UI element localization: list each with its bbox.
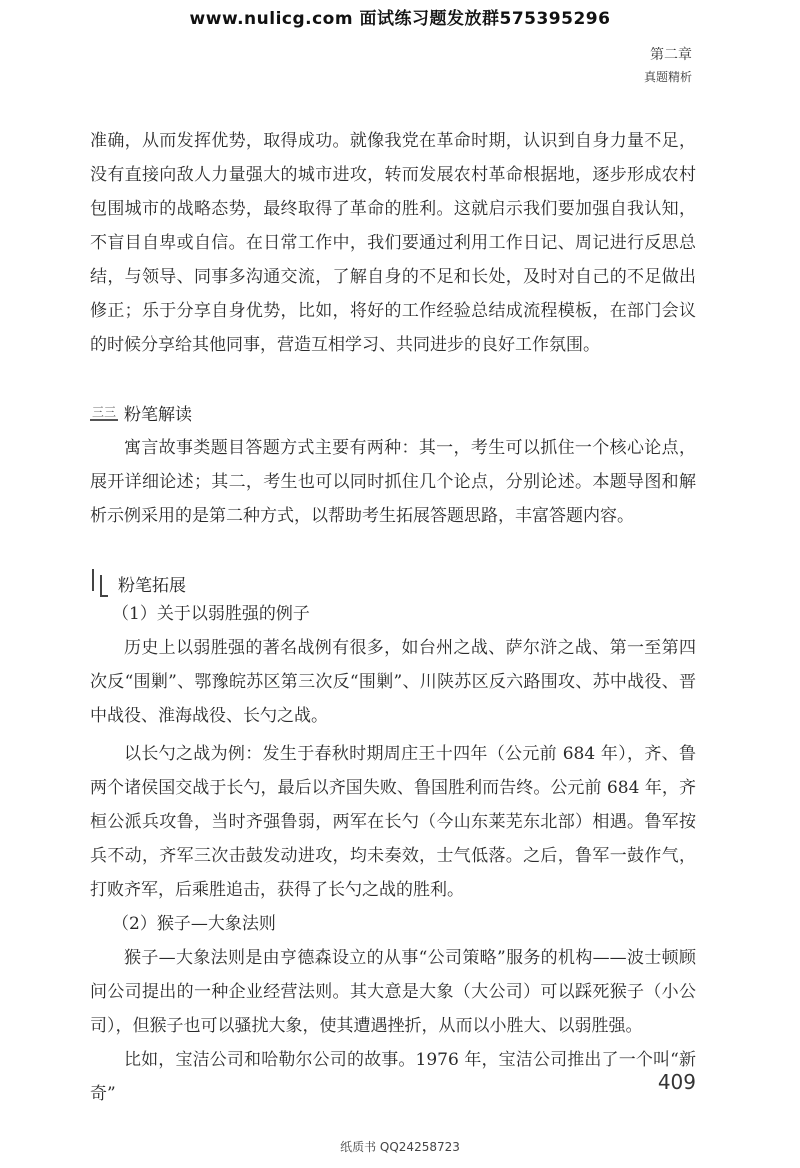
chapter-subtitle: 真题精析 (643, 70, 692, 84)
subsection-title-2: （2）猴子—大象法则 (112, 914, 276, 934)
extension-paragraph-3: 猴子—大象法则是由亨德森设立的从事“公司策略”服务的机构——波士顿顾问公司提出的一种企业经营法则。其大意是大象（大公司）可以踩死猴子（小公司），但猴子也可以骚扰大象，使其遭遇挫折，从而以小胜大、以弱胜强。 (90, 948, 696, 1036)
chapter-title: 第二章 (650, 47, 692, 63)
top-banner: www.nulicg.com 面试练习题发放群575395296 (189, 9, 611, 29)
extension-paragraph-1: 历史上以弱胜强的著名战例有很多，如台州之战、萨尔浒之战、第一至第四次反“围剿”、鄂豫皖苏区第三次反“围剿”、川陕苏区反六路围攻、苏中战役、晋中战役、淮海战役、长勺之战。 (90, 638, 696, 726)
chapter-header (644, 44, 692, 85)
section-title: 粉笔解读 (124, 405, 193, 425)
section-heading-interpretation (90, 400, 696, 425)
section-title: 粉笔拓展 (118, 575, 186, 596)
paragraph-1: 准确，从而发挥优势，取得成功。就像我党在革命时期，认识到自身力量不足，没有直接向敌人力量强大的城市进攻，转而发展农村革命根据地，逐步形成农村包围城市的战略态势，最终取得了革命的胜利。这就启示我们要加强自我认知，不盲目自卑或自信。在日常工作中，我们要通过利用工作日记、周记进行反思总结，与领导、同事多沟通交流，了解自身的不足和长处，及时对自己的不足做出修正；乐于分享自身优势，比如，将好的工作经验总结成流程模板，在部门会议的时候分享给其他同事，营造互相学习、共同进步的良好工作氛围。 (90, 131, 696, 355)
page-number: 409 (657, 1070, 696, 1094)
section-bracket-icon (90, 569, 108, 597)
page-content (90, 124, 696, 1111)
interpretation-text: 寓言故事类题目答题方式主要有两种：其一，考生可以抓住一个核心论点，展开详细论述；其二，考生也可以同时抓住几个论点，分别论述。本题导图和解析示例采用的是第二种方式，以帮助考生拓展答题思路，丰富答题内容。 (90, 438, 696, 526)
section-heading-extension (90, 569, 696, 597)
footer-note: 纸质书 QQ24258723 (340, 1140, 460, 1154)
section-mark-icon: 三三 (92, 404, 117, 419)
subsection-title-1: （1）关于以弱胜强的例子 (112, 604, 310, 624)
extension-paragraph-2: 以长勺之战为例：发生于春秋时期周庄王十四年（公元前 684 年），齐、鲁两个诸侯国交战于长勺，最后以齐国失败、鲁国胜利而告终。公元前 684 年，齐桓公派兵攻鲁，当时齐强鲁弱，两军在长勺（今山东莱芜东北部）相遇。鲁军按兵不动，齐军三次击鼓发动进攻，均未奏效，士气低落。之后，鲁军一鼓作气，打败齐军，后乘胜追击，获得了长勺之战的胜利。 (90, 744, 696, 900)
extension-paragraph-4: 比如，宝洁公司和哈勒尔公司的故事。1976 年，宝洁公司推出了一个叫“新奇” (90, 1050, 696, 1104)
